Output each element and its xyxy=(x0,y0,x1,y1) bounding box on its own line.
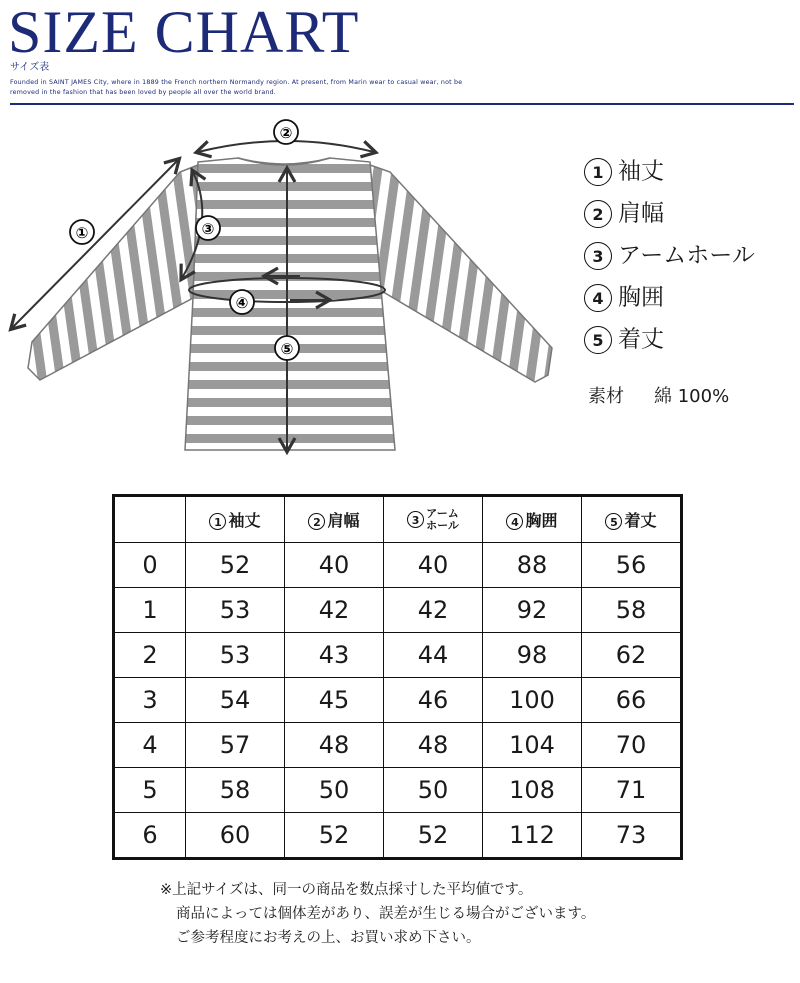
table-cell: 50 xyxy=(384,768,483,813)
header-label: 肩幅 xyxy=(327,511,360,530)
marker-3 xyxy=(196,216,220,240)
table-cell: 100 xyxy=(483,678,582,723)
material-value: 綿 100% xyxy=(654,386,730,407)
brand-tagline: Founded in SAINT JAMES City, where in 1889 the French northern Normandy region. At present, from Marin wear to casual wear, not be removed in the fashion that has been loved by people all over the world brand. xyxy=(10,79,463,96)
note-line: ご参考程度にお考えの上、お買い求め下さい。 xyxy=(176,930,481,946)
svg-text:⑤: ⑤ xyxy=(280,340,294,358)
shirt-measurement-diagram xyxy=(0,110,575,470)
table-cell: 66 xyxy=(582,678,682,723)
page-subtitle: サイズ表 xyxy=(10,62,50,73)
left-sleeve xyxy=(28,165,198,380)
marker-2 xyxy=(274,120,298,144)
legend-number: 1 xyxy=(584,158,612,186)
legend-item-armhole xyxy=(584,234,755,276)
right-sleeve xyxy=(370,165,552,382)
table-header-row xyxy=(114,496,682,543)
header-divider xyxy=(10,103,794,105)
size-label: 2 xyxy=(114,633,186,678)
legend-item-chest xyxy=(584,276,755,318)
table-row xyxy=(114,588,682,633)
table-cell: 54 xyxy=(186,678,285,723)
size-label: 0 xyxy=(114,543,186,588)
svg-text:①: ① xyxy=(75,224,89,242)
table-cell: 45 xyxy=(285,678,384,723)
table-cell: 42 xyxy=(285,588,384,633)
header-number: 4 xyxy=(506,513,523,530)
col-header-sleeve-length xyxy=(186,496,285,543)
table-cell: 44 xyxy=(384,633,483,678)
header-number: 2 xyxy=(308,513,325,530)
header-number: 5 xyxy=(605,513,622,530)
legend-label: 肩幅 xyxy=(618,200,664,227)
material-label: 素材 xyxy=(588,386,624,407)
table-cell: 58 xyxy=(582,588,682,633)
header-label-line-1: アーム xyxy=(426,506,459,520)
page-title: SIZE CHART xyxy=(8,0,360,65)
material-info xyxy=(588,382,729,408)
table-cell: 73 xyxy=(582,813,682,859)
table-cell: 104 xyxy=(483,723,582,768)
table-cell: 60 xyxy=(186,813,285,859)
table-cell: 70 xyxy=(582,723,682,768)
header-number: 3 xyxy=(407,511,424,528)
table-row xyxy=(114,543,682,588)
table-row xyxy=(114,723,682,768)
note-line: 商品によっては個体差があり、誤差が生じる場合がございます。 xyxy=(176,906,596,922)
marker-4 xyxy=(230,290,254,314)
size-label: 1 xyxy=(114,588,186,633)
legend-number: 4 xyxy=(584,284,612,312)
table-cell: 108 xyxy=(483,768,582,813)
header-label xyxy=(426,508,459,532)
header-number: 1 xyxy=(209,513,226,530)
table-row xyxy=(114,813,682,859)
shirt-body xyxy=(185,158,395,450)
table-cell: 50 xyxy=(285,768,384,813)
table-row xyxy=(114,768,682,813)
legend-label: 胸囲 xyxy=(618,284,664,311)
table-cell: 40 xyxy=(285,543,384,588)
table-cell: 48 xyxy=(285,723,384,768)
table-cell: 52 xyxy=(285,813,384,859)
table-cell: 53 xyxy=(186,588,285,633)
size-label: 4 xyxy=(114,723,186,768)
table-cell: 62 xyxy=(582,633,682,678)
header-label: 着丈 xyxy=(624,511,657,530)
legend-item-body-length xyxy=(584,318,755,360)
table-cell: 43 xyxy=(285,633,384,678)
col-header-shoulder-width xyxy=(285,496,384,543)
table-cell: 52 xyxy=(384,813,483,859)
table-cell: 98 xyxy=(483,633,582,678)
col-header-armhole xyxy=(384,496,483,543)
table-cell: 48 xyxy=(384,723,483,768)
table-cell: 58 xyxy=(186,768,285,813)
size-label: 3 xyxy=(114,678,186,723)
marker-5 xyxy=(275,336,299,360)
col-header-body-length xyxy=(582,496,682,543)
table-cell: 42 xyxy=(384,588,483,633)
size-notes xyxy=(160,878,595,950)
table-cell: 92 xyxy=(483,588,582,633)
table-cell: 40 xyxy=(384,543,483,588)
header-label: 胸囲 xyxy=(525,511,558,530)
table-row xyxy=(114,633,682,678)
table-row xyxy=(114,678,682,723)
legend-label: 袖丈 xyxy=(618,158,664,185)
legend-item-shoulder-width xyxy=(584,192,755,234)
legend-number: 3 xyxy=(584,242,612,270)
size-table xyxy=(112,494,683,860)
table-corner-cell xyxy=(114,496,186,543)
table-cell: 88 xyxy=(483,543,582,588)
header-label-line-2: ホール xyxy=(426,518,459,532)
header-label: 袖丈 xyxy=(228,511,261,530)
table-cell: 112 xyxy=(483,813,582,859)
size-label: 5 xyxy=(114,768,186,813)
measurement-legend xyxy=(584,150,755,360)
col-header-chest xyxy=(483,496,582,543)
svg-text:④: ④ xyxy=(235,294,249,312)
size-label: 6 xyxy=(114,813,186,859)
svg-text:②: ② xyxy=(279,124,293,142)
note-line: ※上記サイズは、同一の商品を数点採寸した平均値です。 xyxy=(160,882,533,898)
legend-number: 5 xyxy=(584,326,612,354)
legend-label: 着丈 xyxy=(618,326,664,353)
svg-text:③: ③ xyxy=(201,220,215,238)
table-cell: 46 xyxy=(384,678,483,723)
legend-number: 2 xyxy=(584,200,612,228)
table-cell: 56 xyxy=(582,543,682,588)
table-cell: 71 xyxy=(582,768,682,813)
table-cell: 53 xyxy=(186,633,285,678)
legend-label: アームホール xyxy=(618,242,755,269)
table-cell: 52 xyxy=(186,543,285,588)
legend-item-sleeve-length xyxy=(584,150,755,192)
marker-1 xyxy=(70,220,94,244)
table-cell: 57 xyxy=(186,723,285,768)
